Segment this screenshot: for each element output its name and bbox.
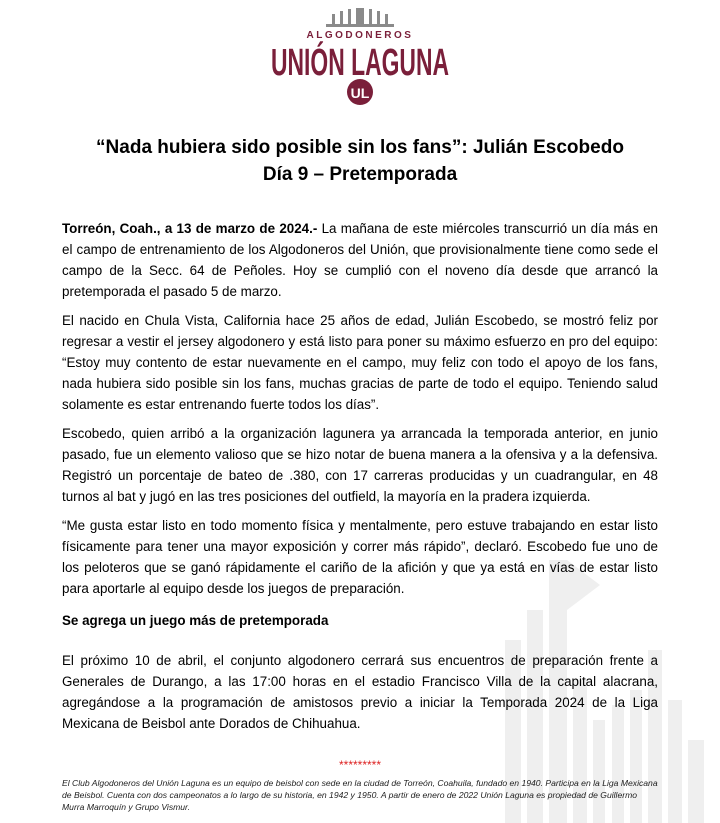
separator: ********* <box>338 758 382 772</box>
logo-top-text: ALGODONEROS <box>306 30 414 41</box>
subheading: Se agrega un juego más de pretemporada <box>62 613 329 628</box>
team-logo <box>260 8 567 113</box>
paragraph-5: El próximo 10 de abril, el conjunto algodonero cerrará sus encuentros de preparación frente a Generales de Durango, a las 17:00 horas en el estadio Francisco Villa de la capital alacrana, agregándose a la programación de amistosos previo a iniciar la Temporada 2024 de la Liga Mexicana de Beisbol ante Dorados de Chihuahua. <box>62 653 658 731</box>
paragraph-4: “Me gusta estar listo en todo momento física y mentalmente, pero estuve trabajando en estar listo físicamente para tener una mayor exposición y correr más rápido”, declaró. Escobedo fue uno de los peloteros que se ganó rápidamente el cariño de la afición y que ya está en vías de estar listo para aportarle al equipo desde los juegos de preparación. <box>62 518 658 596</box>
title-line-2: Día 9 – Pretemporada <box>262 164 458 185</box>
logo-main-text: UNIÓN LAGUNA <box>271 42 567 84</box>
paragraph-2: El nacido en Chula Vista, California hace 25 años de edad, Julián Escobedo, se mostró feliz por regresar a vestir el jersey algodonero y está listo para poner su máximo esfuerzo en pro del equipo: “Estoy muy contento de estar nuevamente en el campo, muy feliz con todo el apoyo de los fans, nada hubiera sido posible sin los fans, muchas gracias de parte de todo el equipo. Teniendo salud solamente es estar entrenando fuerte todos los días”. <box>62 313 658 412</box>
dateline: Torreón, Coah., a 13 de marzo de 2024.- <box>62 221 318 236</box>
paragraph-1-body: La mañana de este miércoles transcurrió un día más en el campo de entrenamiento de los Algodoneros del Unión, que provisionalmente tiene como sede el campo de la Secc. 64 de Peñoles. Hoy se cumplió con el noveno día desde que arrancó la pretemporada el pasado 5 de marzo. <box>62 221 658 299</box>
title-line-1: “Nada hubiera sido posible sin los fans”: Julián Escobedo <box>96 137 624 158</box>
paragraph-1 <box>62 218 658 302</box>
logo-monogram: UL <box>350 85 370 101</box>
paragraph-3: Escobedo, quien arribó a la organización lagunera ya arrancada la temporada anterior, en junio pasado, fue un elemento valioso que se hizo notar de buena manera a la ofensiva y a la defensiva. Registró un porcentaje de bateo de .380, con 17 carreras producidas y un cuadrangular, en 48 turnos al bat y jugó en las tres posiciones del outfield, la mayoría en la pradera izquierda. <box>62 426 658 504</box>
stadium-icon <box>326 8 394 27</box>
footer-note: El Club Algodoneros del Unión Laguna es un equipo de beisbol con sede en la ciudad de Torreón, Coahuila, fundado en 1940. Participa en la Liga Mexicana de Beisbol. Cuenta con dos campeonatos a lo largo de su historia, en 1942 y 1950. A partir de enero de 2022 Unión Laguna es propiedad de Guillermo Murra Marroquín y Grupo Vismur. <box>62 778 658 812</box>
